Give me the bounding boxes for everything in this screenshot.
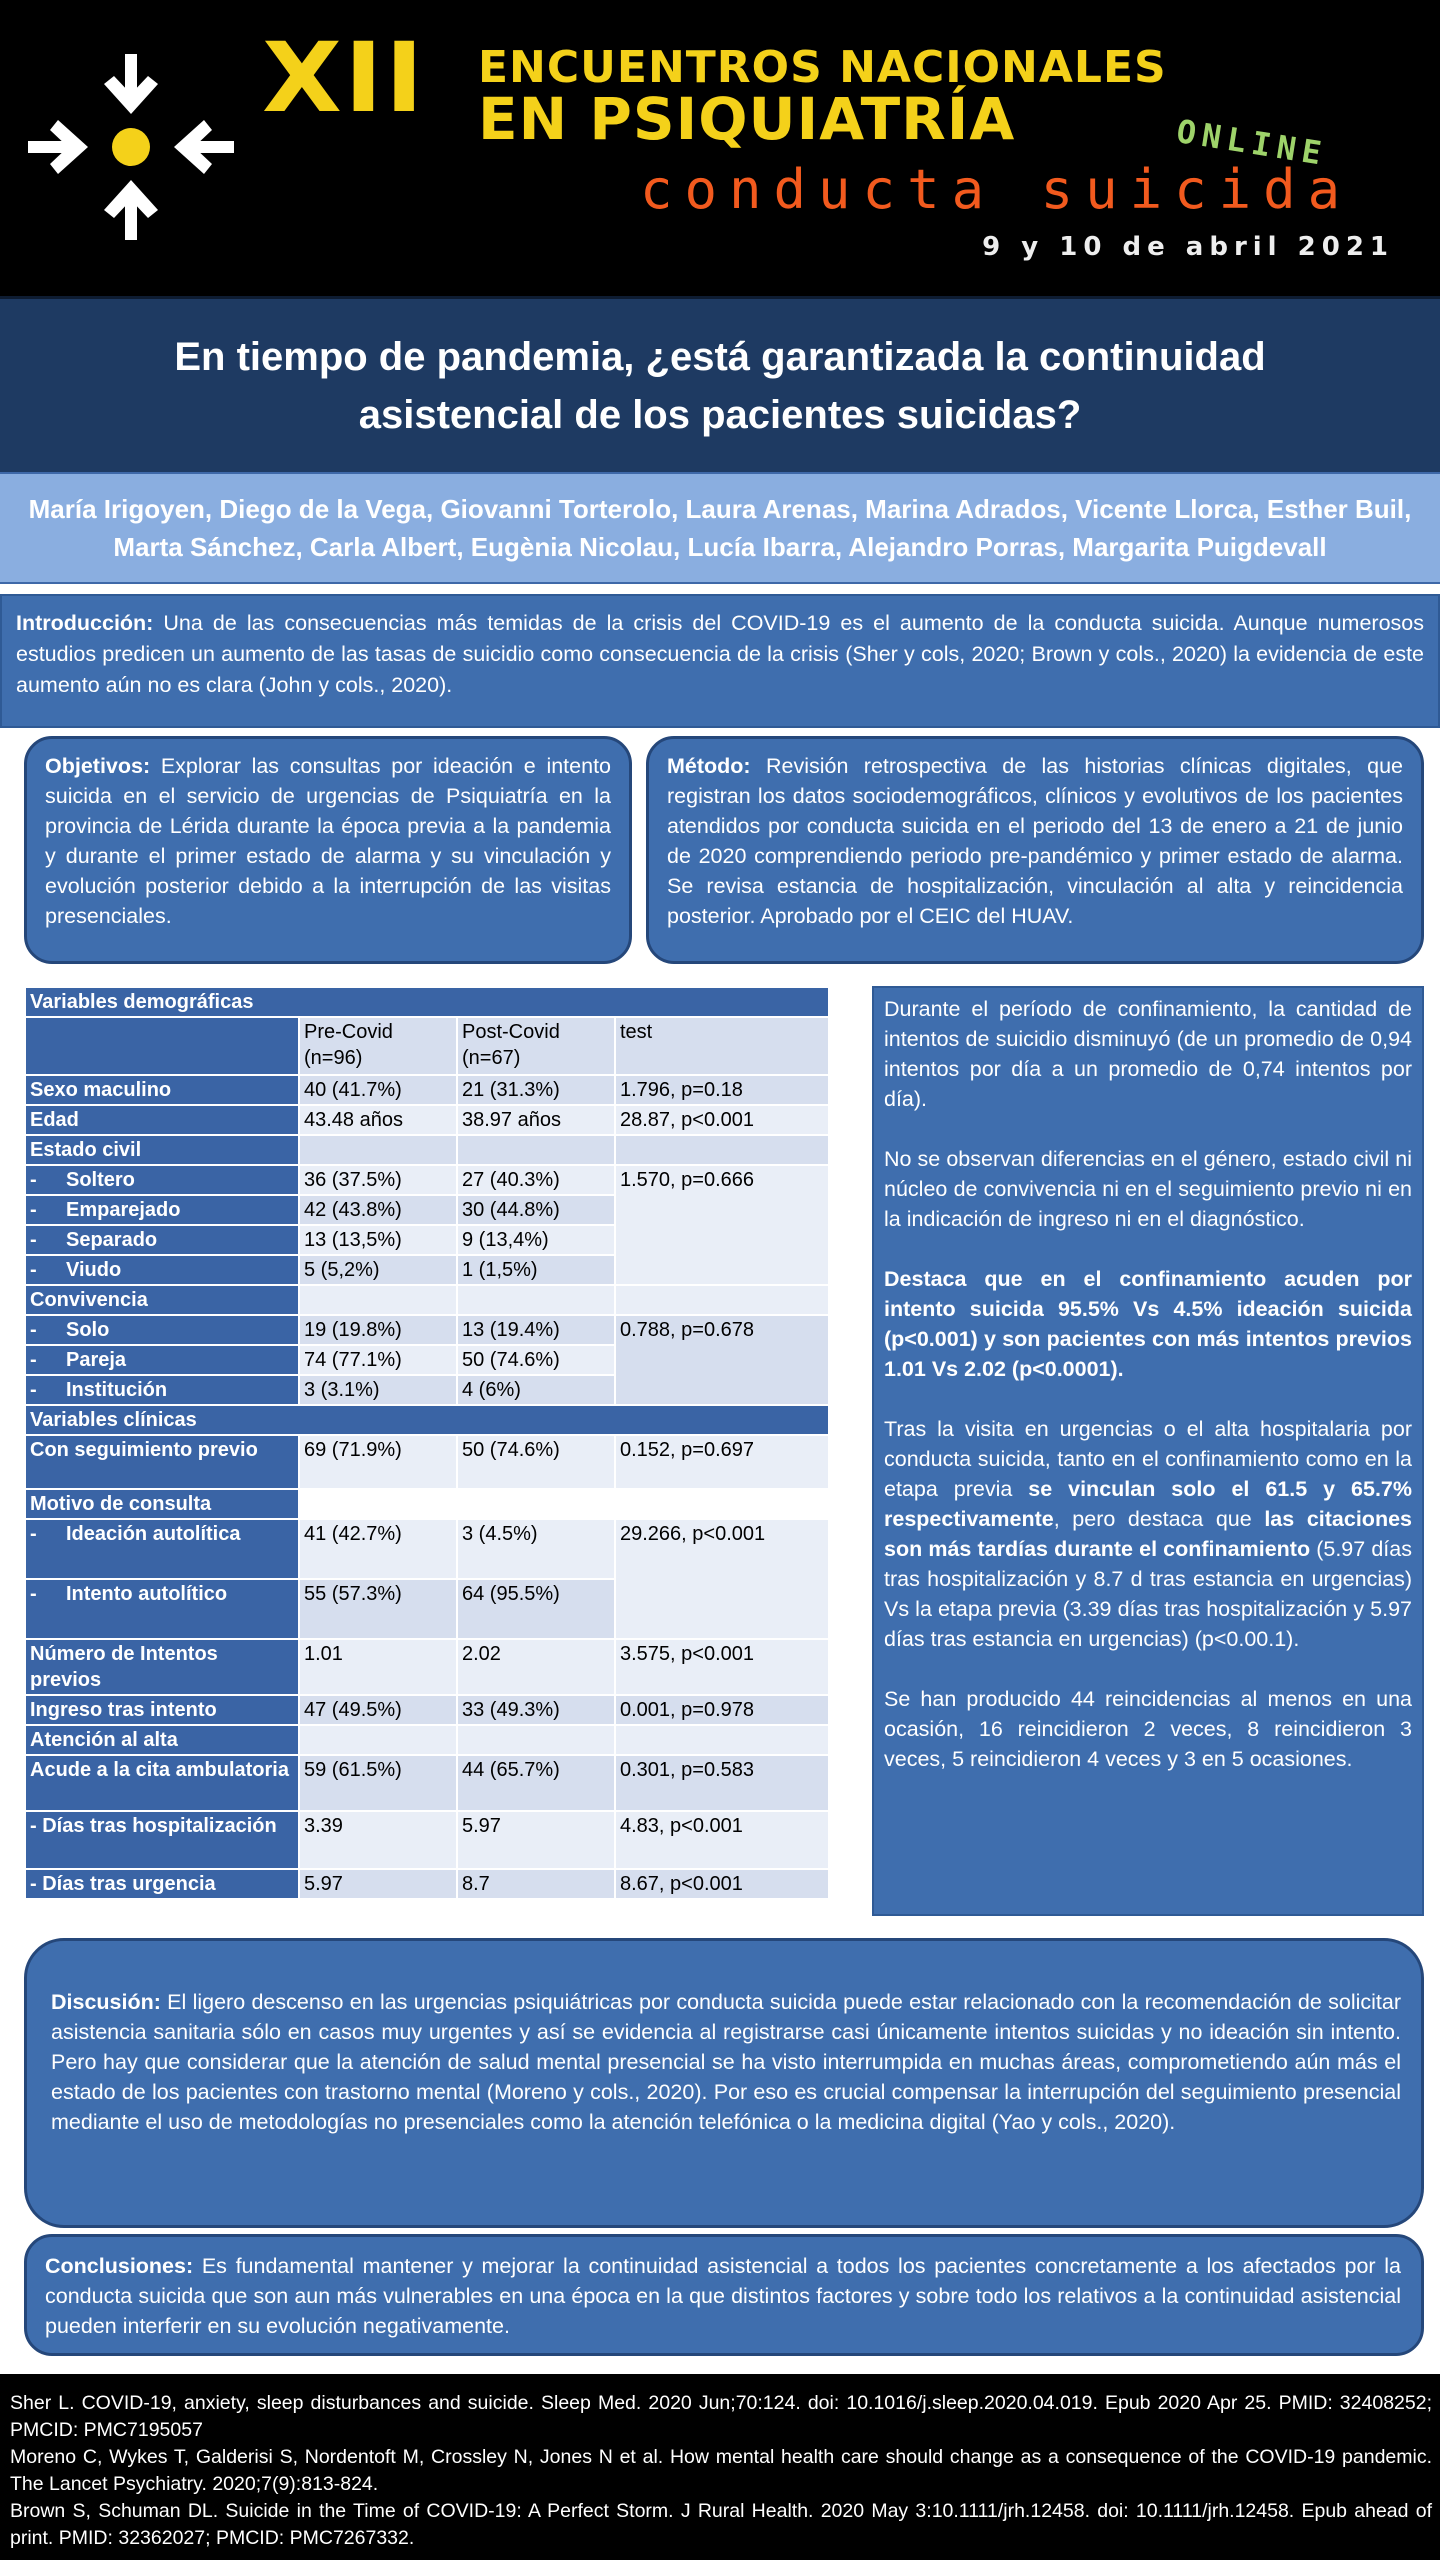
- table-section-row: Estado civil: [25, 1135, 829, 1165]
- table-row: - Separado 13 (13,5%) 9 (13,4%): [25, 1225, 829, 1255]
- event-banner: [0, 0, 1440, 296]
- table-section-row: Variables clínicas: [25, 1405, 829, 1435]
- poster-title: En tiempo de pandemia, ¿está garantizada la continuidad asistencial de los pacientes suicidas?: [174, 334, 1266, 437]
- table-row: Número de Intentos previos 1.01 2.02 3.575, p<0.001: [25, 1639, 829, 1695]
- reference-item: Moreno C, Wykes T, Galderisi S, Nordentoft M, Crossley N, Jones N et al. How mental health care should change as a consequence of the COVID-19 pandemic. The Lancet Psychiatry. 2020;7(9):813-824.: [10, 2446, 1432, 2495]
- event-name-line1: ENCUENTROS NACIONALES: [478, 42, 1167, 93]
- introduction-section: [0, 594, 1440, 728]
- column-header-pre-covid: Pre-Covid (n=96): [299, 1017, 457, 1075]
- table-row: - Días tras urgencia 5.97 8.7 8.67, p<0.001: [25, 1869, 829, 1899]
- column-header-test: test: [615, 1017, 829, 1075]
- event-name-line2: EN PSIQUIATRÍA: [478, 85, 1016, 153]
- objectives-section: [24, 736, 632, 964]
- results-paragraph: Tras la visita en urgencias o el alta hospitalaria por conducta suicida, tanto en el confinamiento como en la etapa previa se vinculan solo el 61.5 y 65.7% respectivamente, pero destaca que las citaciones son más tardías durante el confinamiento (5.97 días tras hospitalización y 8.7 d tras estancia en urgencias) Vs la etapa previa (3.39 días tras hospitalización y 5.97 días tras estancia en urgencias) (p<0.00.1).: [884, 1417, 1412, 1651]
- table-title: Variables demográficas: [25, 987, 829, 1017]
- table-row: - Institución 3 (3.1%) 4 (6%): [25, 1375, 829, 1405]
- author-list: María Irigoyen, Diego de la Vega, Giovanni Torterolo, Laura Arenas, Marina Adrados, Vicente Llorca, Esther Buil, Marta Sánchez, Carla Albert, Eugènia Nicolau, Lucía Ibarra, Alejandro Porras, Margarita Puigdevall: [28, 494, 1412, 562]
- event-topic: conducta suicida: [640, 158, 1353, 221]
- discussion-text: El ligero descenso en las urgencias psiquiátricas por conducta suicida puede estar relacionado con la recomendación de solicitar asistencia sanitaria sólo en casos muy urgentes y así se evidencia al registrarse casi únicamente intentos suicidas y no ideación sin intento. Pero hay que considerar que la atención de salud mental presencial se ha visto interrumpida en muchas áreas, comprometiendo aún más el estado de los pacientes con trastorno mental (Moreno y cols., 2020). Por eso es crucial compensar la interrupción del seguimiento presencial mediante el uso de metodologías no presenciales como la atención telefónica o la medicina digital (Yao y cols., 2020).: [51, 1990, 1401, 2134]
- table-row: - Ideación autolítica 41 (42.7%) 3 (4.5%) 29.266, p<0.001: [25, 1519, 829, 1579]
- table-row: Acude a la cita ambulatoria 59 (61.5%) 44 (65.7%) 0.301, p=0.583: [25, 1755, 829, 1811]
- introduction-label: Introducción:: [16, 611, 154, 635]
- results-paragraph-highlight: Destaca que en el confinamiento acuden por intento suicida 95.5% Vs 4.5% ideación suicida (p<0.001) y son pacientes con más intentos previos 1.01 Vs 2.02 (p<0.0001).: [884, 1267, 1412, 1381]
- table-row: - Emparejado 42 (43.8%) 30 (44.8%): [25, 1195, 829, 1225]
- objectives-label: Objetivos:: [45, 754, 151, 778]
- method-text: Revisión retrospectiva de las historias clínicas digitales, que registran los datos sociodemográficos, clínicos y evolutivos de los pacientes atendidos por conducta suicida en el periodo del 13 de enero a 21 de junio de 2020 comprendiendo periodo pre-pandémico y primer estado de alarma. Se revisa estancia de hospitalización, vinculación al alta y reincidencia posterior. Aprobado por el CEIC del HUAV.: [667, 754, 1403, 928]
- table-row: - Viudo 5 (5,2%) 1 (1,5%): [25, 1255, 829, 1285]
- table-row: Sexo maculino 40 (41.7%) 21 (31.3%) 1.796, p=0.18: [25, 1075, 829, 1105]
- table-row: Edad 43.48 años 38.97 años 28.87, p<0.001: [25, 1105, 829, 1135]
- reference-item: Sher L. COVID-19, anxiety, sleep disturbances and suicide. Sleep Med. 2020 Jun;70:124. doi: 10.1016/j.sleep.2020.04.019. Epub 2020 Apr 25. PMID: 32408252; PMCID: PMC7195057: [10, 2392, 1432, 2441]
- table-row: Con seguimiento previo 69 (71.9%) 50 (74.6%) 0.152, p=0.697: [25, 1435, 829, 1489]
- table-section-row: Motivo de consulta: [25, 1489, 829, 1519]
- table-section-row: Convivencia: [25, 1285, 829, 1315]
- table-title-row: [25, 987, 829, 1017]
- event-date: 9 y 10 de abril 2021: [982, 232, 1394, 262]
- introduction-text: Una de las consecuencias más temidas de la crisis del COVID-19 es el aumento de la conducta suicida. Aunque numerosos estudios predicen un aumento de las tasas de suicidio como consecuencia de la crisis (Sher y cols, 2020; Brown y cols., 2020) la evidencia de este aumento aún no es clara (John y cols., 2020).: [16, 611, 1424, 697]
- edition-number: XII: [262, 22, 426, 134]
- results-paragraph: Durante el período de confinamiento, la cantidad de intentos de suicidio disminuyó (de un promedio de 0,94 intentos por día a un promedio de 0,74 intentos por día).: [884, 997, 1412, 1111]
- method-label: Método:: [667, 754, 751, 778]
- table-row: Ingreso tras intento 47 (49.5%) 33 (49.3%) 0.001, p=0.978: [25, 1695, 829, 1725]
- table-section-row: Atención al alta: [25, 1725, 829, 1755]
- table-header-row: [25, 1017, 829, 1075]
- results-section: [872, 986, 1424, 1916]
- table-row: - Días tras hospitalización 3.39 5.97 4.83, p<0.001: [25, 1811, 829, 1869]
- table-row: - Solo 19 (19.8%) 13 (19.4%) 0.788, p=0.678: [25, 1315, 829, 1345]
- discussion-section: [24, 1938, 1424, 2228]
- references-section: [0, 2374, 1440, 2560]
- title-section: [0, 296, 1440, 472]
- conclusions-section: [24, 2234, 1424, 2356]
- table-row: - Soltero 36 (37.5%) 27 (40.3%) 1.570, p=0.666: [25, 1165, 829, 1195]
- discussion-label: Discusión:: [51, 1990, 161, 2014]
- method-section: [646, 736, 1424, 964]
- table-row: - Pareja 74 (77.1%) 50 (74.6%): [25, 1345, 829, 1375]
- column-header-post-covid: Post-Covid (n=67): [457, 1017, 615, 1075]
- objectives-text: Explorar las consultas por ideación e intento suicida en el servicio de urgencias de Psiquiatría en la provincia de Lérida durante la época previa a la pandemia y durante el primer estado de alarma y su vinculación y evolución posterior debido a la interrupción de las visitas presenciales.: [45, 754, 611, 928]
- authors-section: [0, 472, 1440, 584]
- demographics-table: [24, 986, 830, 1900]
- conclusions-text: Es fundamental mantener y mejorar la continuidad asistencial a todos los pacientes concretamente a los afectados por la conducta suicida que son aun más vulnerables en una época en la que distintos factores y sobre todo los relativos a la continuidad asistencial pueden interferir en su evolución negativamente.: [45, 2254, 1401, 2338]
- table-row: - Intento autolítico 55 (57.3%) 64 (95.5%): [25, 1579, 829, 1639]
- online-tag: ONLINE: [1174, 112, 1330, 174]
- results-paragraph: No se observan diferencias en el género, estado civil ni núcleo de convivencia ni en el seguimiento previo ni en la indicación de ingreso ni en el diagnóstico.: [884, 1147, 1412, 1231]
- converging-arrows-logo-icon: [18, 44, 248, 254]
- conclusions-label: Conclusiones:: [45, 2254, 194, 2278]
- reference-item: Brown S, Schuman DL. Suicide in the Time of COVID-19: A Perfect Storm. J Rural Health. 2020 May 3:10.1111/jrh.12458. doi: 10.1111/jrh.12458. Epub ahead of print. PMID: 32362027; PMCID: PMC7267332.: [10, 2500, 1432, 2549]
- results-paragraph: Se han producido 44 reincidencias al menos en una ocasión, 16 reincidieron 2 veces, 8 reincidieron 3 veces, 5 reincidieron 4 veces y 3 en 5 ocasiones.: [884, 1687, 1412, 1771]
- results-table-container: [24, 986, 828, 1900]
